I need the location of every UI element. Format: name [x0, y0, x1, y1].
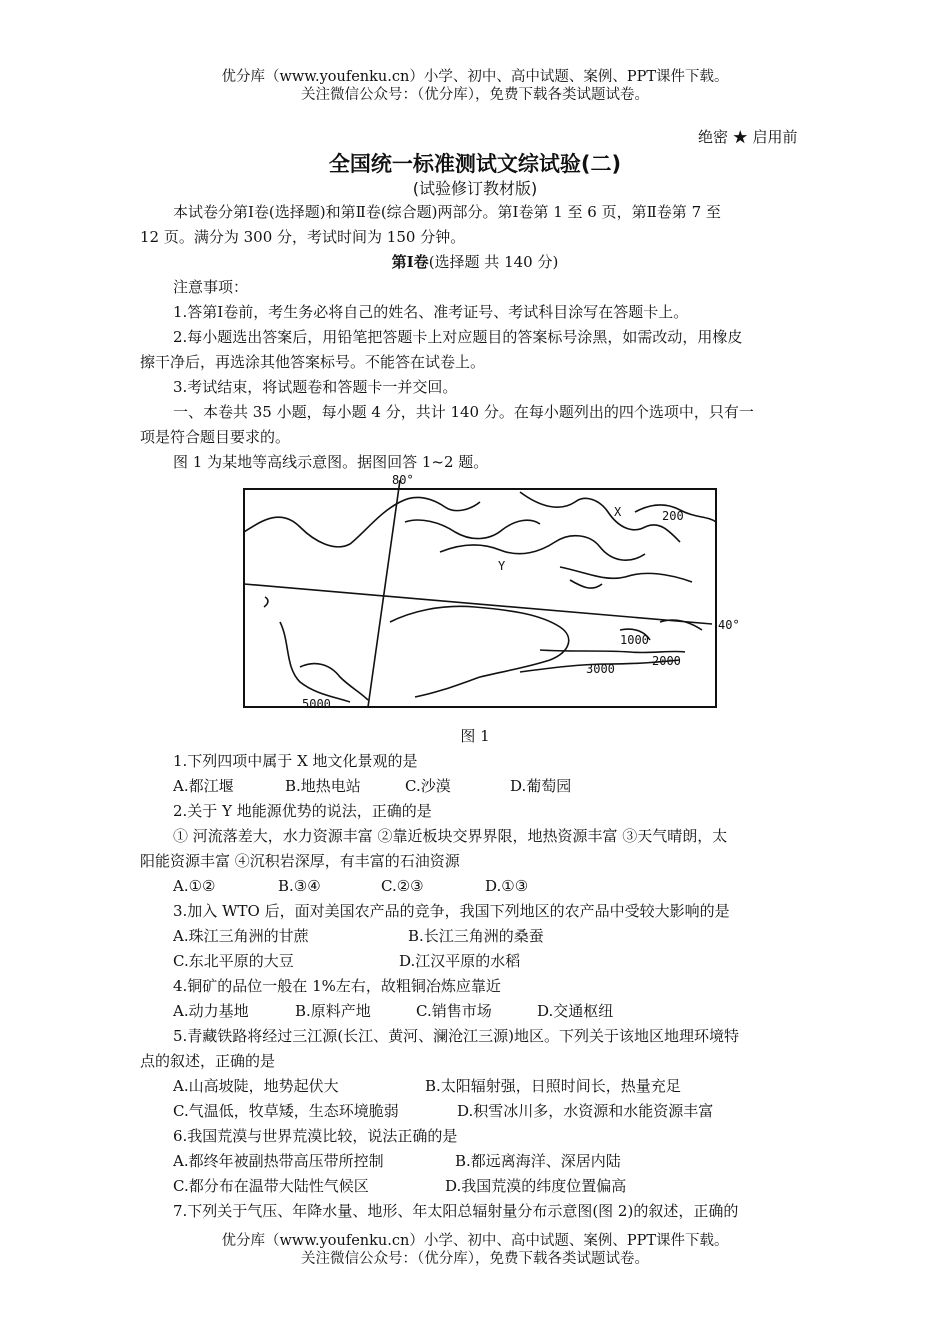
q6-stem: 6.我国荒漠与世界荒漠比较，说法正确的是	[173, 1127, 458, 1145]
label-200: 200	[662, 509, 684, 523]
q4-option-d: D.交通枢纽	[537, 1002, 614, 1020]
footer-line-1: 优分库（www.youfenku.cn）小学、初中、高中试题、案例、PPT课件下载。	[221, 1233, 729, 1249]
contour-east	[560, 567, 692, 582]
contour-north-2	[405, 520, 540, 539]
q5-option-d: D.积雪冰川多，水资源和水能资源丰富	[457, 1102, 714, 1120]
page-subtitle: (试验修订教材版)	[412, 179, 538, 198]
part1-bold: 第Ⅰ卷	[391, 253, 429, 271]
note-3: 3.考试结束，将试题卷和答题卡一并交回。	[173, 378, 458, 396]
header-line-1: 优分库（www.youfenku.cn）小学、初中、高中试题、案例、PPT课件下载。	[221, 69, 729, 85]
q5-option-b: B.太阳辐射强，日照时间长，热量充足	[425, 1077, 681, 1095]
q1-option-c: C.沙漠	[405, 777, 451, 795]
contour-small-1	[570, 580, 602, 588]
contour-west-small	[264, 597, 268, 607]
contour-map	[240, 472, 740, 712]
q2-option-a: A.①②	[173, 877, 216, 895]
header-line-2: 关注微信公众号：（优分库），免费下载各类试题试卷。	[301, 87, 649, 103]
section-line-2: 项是符合题目要求的。	[140, 428, 291, 446]
contour-x-region	[520, 492, 680, 542]
q2-option-d: D.①③	[485, 877, 529, 895]
q5-stem-1: 5.青藏铁路将经过三江源(长江、黄河、澜沧江三源)地区。下列关于该地区地理环境特	[173, 1027, 740, 1045]
page-title: 全国统一标准测试文综试验(二)	[328, 152, 622, 176]
label-y: Y	[498, 559, 506, 573]
note-2a: 2.每小题选出答案后，用铅笔把答题卡上对应题目的答案标号涂黑，如需改动，用橡皮	[173, 328, 743, 346]
q4-option-a: A.动力基地	[173, 1002, 249, 1020]
label-5000: 5000	[302, 697, 331, 711]
secret-label: 绝密 ★ 启用前	[698, 128, 798, 146]
contour-east-small	[660, 620, 702, 630]
note-2b: 擦干净后，再选涂其他答案标号。不能答在试卷上。	[140, 353, 486, 371]
q6-option-a: A.都终年被副热带高压带所控制	[173, 1152, 384, 1170]
label-2000: 2000	[652, 654, 681, 668]
contour-5000	[300, 664, 368, 700]
footer-line-2: 关注微信公众号：（优分库），免费下载各类试题试卷。	[301, 1251, 649, 1267]
contour-2000	[540, 650, 685, 653]
q3-stem: 3.加入 WTO 后，面对美国农产品的竞争，我国下列地区的农产品中受较大影响的是	[173, 902, 730, 920]
label-3000: 3000	[586, 662, 615, 676]
notes-heading: 注意事项：	[173, 278, 249, 296]
q3-option-c: C.东北平原的大豆	[173, 952, 294, 970]
label-1000: 1000	[620, 633, 649, 647]
q1-stem: 1.下列四项中属于 X 地文化景观的是	[173, 752, 418, 770]
label-40: 40°	[718, 618, 740, 632]
part1-rest: (选择题 共 140 分)	[428, 253, 559, 271]
q2-stem: 2.关于 Y 地能源优势的说法，正确的是	[173, 802, 432, 820]
figure-caption: 图 1	[460, 727, 490, 745]
note-1: 1.答第Ⅰ卷前，考生务必将自己的姓名、准考证号、考试科目涂写在答题卡上。	[173, 303, 689, 321]
part1-heading	[0, 252, 950, 272]
q3-option-d: D.江汉平原的水稻	[399, 952, 521, 970]
q2-statement-1: ① 河流落差大，水力资源丰富 ②靠近板块交界界限，地热资源丰富 ③天气晴朗，太	[173, 827, 728, 845]
q3-option-b: B.长江三角洲的桑蚕	[408, 927, 544, 945]
contour-southwest	[280, 622, 350, 702]
q1-option-d: D.葡萄园	[510, 777, 572, 795]
q3-option-a: A.珠江三角洲的甘蔗	[173, 927, 309, 945]
q4-stem: 4.铜矿的品位一般在 1%左右，故粗铜冶炼应靠近	[173, 977, 501, 995]
q4-option-b: B.原料产地	[295, 1002, 371, 1020]
meridian-80	[368, 480, 400, 707]
contour-lines	[244, 492, 716, 702]
section-line-1: 一、本卷共 35 小题，每小题 4 分，共计 140 分。在每小题列出的四个选项中，只有一	[173, 403, 754, 421]
q2-option-b: B.③④	[278, 877, 321, 895]
q2-option-c: C.②③	[381, 877, 424, 895]
q5-option-a: A.山高坡陡，地势起伏大	[173, 1077, 339, 1095]
intro-line-2: 12 页。满分为 300 分，考试时间为 150 分钟。	[140, 228, 466, 246]
label-x: X	[614, 505, 622, 519]
q1-option-a: A.都江堰	[173, 777, 234, 795]
figure-intro: 图 1 为某地等高线示意图。据图回答 1~2 题。	[173, 453, 489, 471]
label-80: 80°	[392, 473, 414, 487]
intro-line-1: 本试卷分第Ⅰ卷(选择题)和第Ⅱ卷(综合题)两部分。第Ⅰ卷第 1 至 6 页，第Ⅱ卷第 7 至	[173, 203, 721, 221]
parallel-40	[244, 584, 712, 624]
q7-stem: 7.下列关于气压、年降水量、地形、年太阳总辐射量分布示意图(图 2)的叙述，正确的	[173, 1202, 739, 1220]
contour-north-1	[244, 497, 480, 546]
contour-y-region	[440, 536, 645, 561]
q6-option-d: D.我国荒漠的纬度位置偏高	[445, 1177, 627, 1195]
q6-option-b: B.都远离海洋、深居内陆	[455, 1152, 621, 1170]
q5-option-c: C.气温低，牧草矮，生态环境脆弱	[173, 1102, 399, 1120]
contour-1000	[390, 606, 569, 697]
q4-option-c: C.销售市场	[416, 1002, 492, 1020]
q2-statement-2: 阳能资源丰富 ④沉积岩深厚，有丰富的石油资源	[140, 852, 460, 870]
q5-stem-2: 点的叙述，正确的是	[140, 1052, 276, 1070]
q1-option-b: B.地热电站	[285, 777, 361, 795]
q6-option-c: C.都分布在温带大陆性气候区	[173, 1177, 369, 1195]
map-frame	[244, 489, 716, 707]
